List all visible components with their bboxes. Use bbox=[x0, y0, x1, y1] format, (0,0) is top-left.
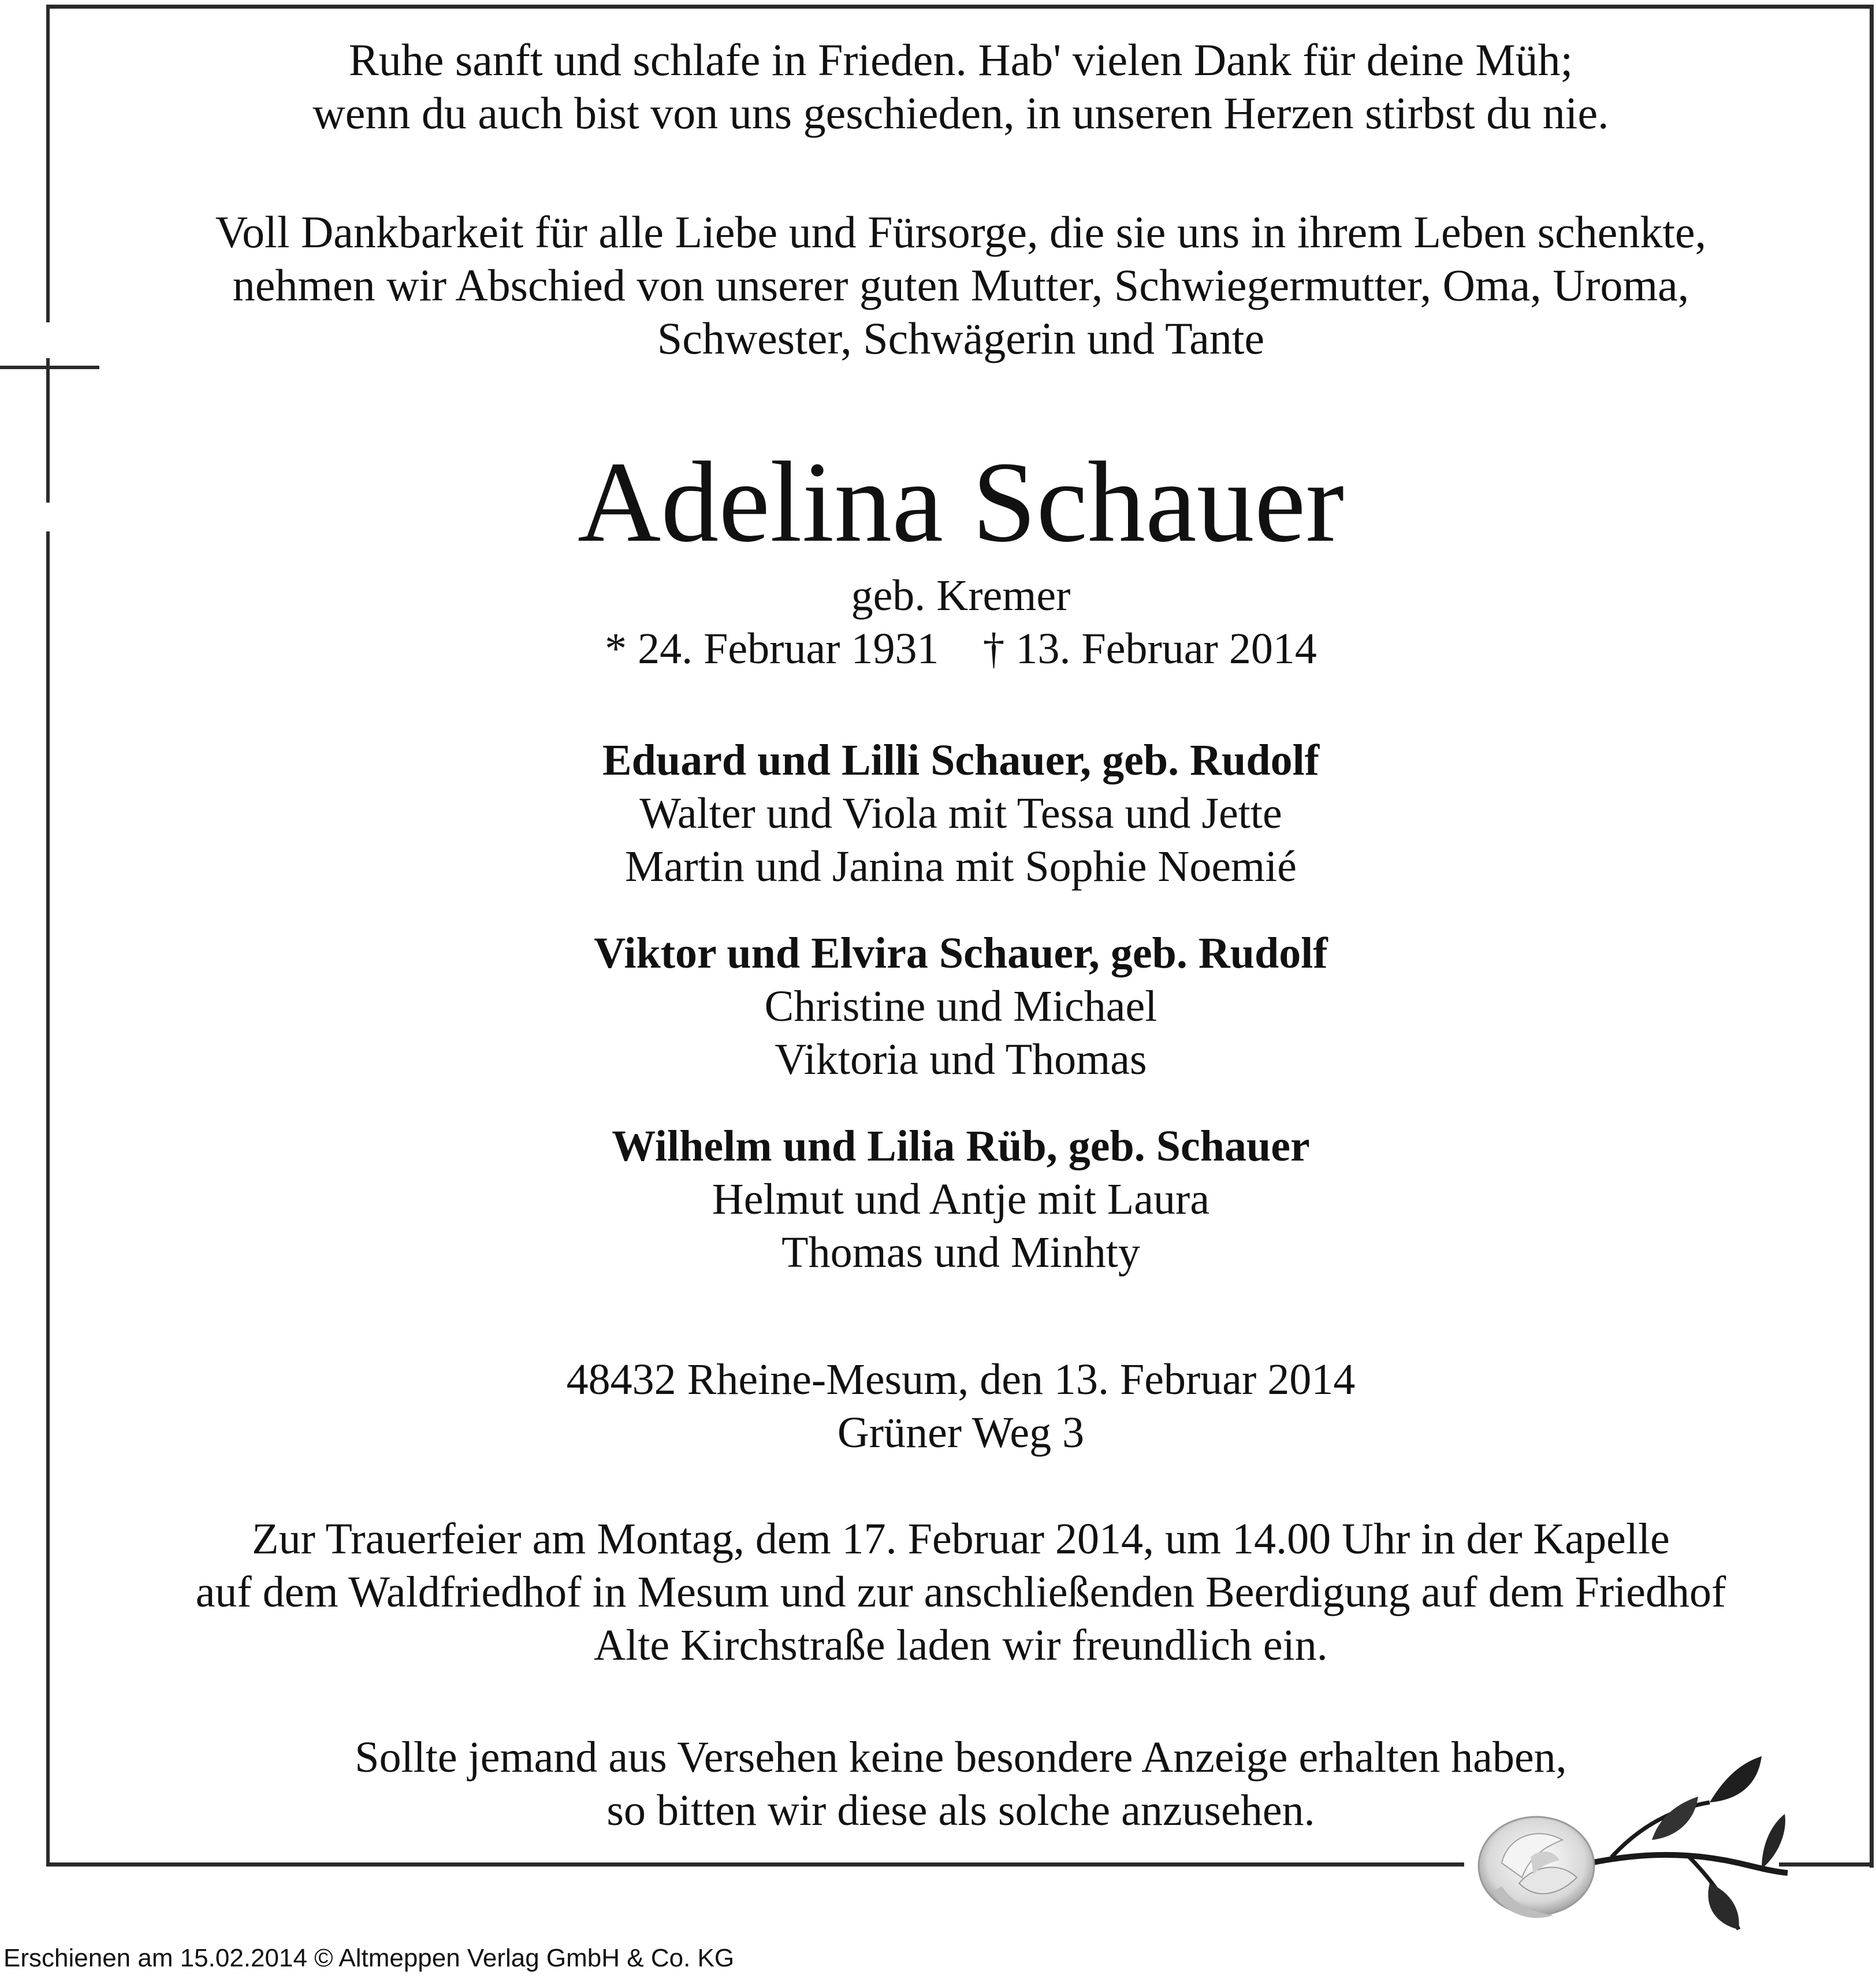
intro-line: Voll Dankbarkeit für alle Liebe und Fürsorge, die sie uns in ihrem Leben schenkte, bbox=[215, 207, 1707, 257]
funeral-invitation bbox=[52, 1512, 1870, 1672]
frame-bottom-border bbox=[46, 1862, 1464, 1867]
cross-icon bbox=[46, 5, 50, 322]
poem-line: wenn du auch bist von uns geschieden, in unseren Herzen stirbst du nie. bbox=[312, 88, 1609, 138]
frame-left-border bbox=[46, 531, 50, 1867]
intro-line: nehmen wir Abschied von unserer guten Mutter, Schwiegermutter, Oma, Uroma, bbox=[232, 260, 1689, 310]
notice-line: Sollte jemand aus Versehen keine besondere Anzeige erhalten haben, bbox=[355, 1733, 1567, 1782]
deceased-name: Adelina Schauer bbox=[577, 438, 1345, 566]
life-dates bbox=[52, 622, 1870, 675]
rose-icon bbox=[1467, 1739, 1791, 1947]
funeral-line: Zur Trauerfeier am Montag, dem 17. Februar 2014, um 14.00 Uhr in der Kapelle bbox=[252, 1515, 1670, 1563]
funeral-line: Alte Kirchstraße laden wir freundlich ein. bbox=[594, 1621, 1328, 1670]
mourners-list bbox=[52, 734, 1870, 1313]
funeral-line: auf dem Waldfriedhof in Mesum und zur anschließenden Beerdigung auf dem Friedhof bbox=[195, 1568, 1726, 1616]
family-head: Wilhelm und Lilia Rüb, geb. Schauer bbox=[612, 1122, 1310, 1170]
place-date: 48432 Rheine-Mesum, den 13. Februar 2014 bbox=[566, 1355, 1356, 1404]
street: Grüner Weg 3 bbox=[837, 1408, 1085, 1457]
poem-line: Ruhe sanft und schlafe in Frieden. Hab' vielen Dank für deine Müh; bbox=[348, 35, 1573, 85]
notice-line: so bitten wir diese als solche anzusehen. bbox=[606, 1786, 1315, 1835]
family-member: Thomas und Minhty bbox=[781, 1228, 1140, 1277]
address bbox=[52, 1353, 1870, 1459]
family-member: Helmut und Antje mit Laura bbox=[712, 1175, 1210, 1224]
intro-text bbox=[52, 206, 1870, 365]
cross-icon-bar bbox=[0, 366, 99, 369]
frame-right-border bbox=[1870, 5, 1874, 1868]
maiden-name: geb. Kremer bbox=[851, 571, 1071, 620]
family-member: Walter und Viola mit Tessa und Jette bbox=[639, 789, 1282, 838]
family-member: Christine und Michael bbox=[764, 982, 1157, 1031]
family-member: Viktoria und Thomas bbox=[775, 1035, 1147, 1084]
frame-bottom-border-end bbox=[1779, 1862, 1874, 1867]
cross-icon-stem bbox=[46, 358, 50, 503]
family-group bbox=[52, 927, 1870, 1086]
intro-line: Schwester, Schwägerin und Tante bbox=[657, 313, 1265, 363]
family-member: Martin und Janina mit Sophie Noemié bbox=[624, 842, 1297, 891]
publication-footer: Erschienen am 15.02.2014 © Altmeppen Verlag GmbH & Co. KG bbox=[3, 1944, 735, 1972]
death-date: † 13. Februar 2014 bbox=[982, 624, 1317, 673]
family-group bbox=[52, 1120, 1870, 1279]
deceased-details bbox=[52, 569, 1870, 675]
family-head: Eduard und Lilli Schauer, geb. Rudolf bbox=[602, 736, 1320, 784]
poem bbox=[52, 34, 1870, 140]
frame-top-border bbox=[46, 5, 1874, 9]
family-head: Viktor und Elvira Schauer, geb. Rudolf bbox=[594, 929, 1328, 977]
birth-date: * 24. Februar 1931 bbox=[605, 624, 939, 673]
family-group bbox=[52, 734, 1870, 893]
